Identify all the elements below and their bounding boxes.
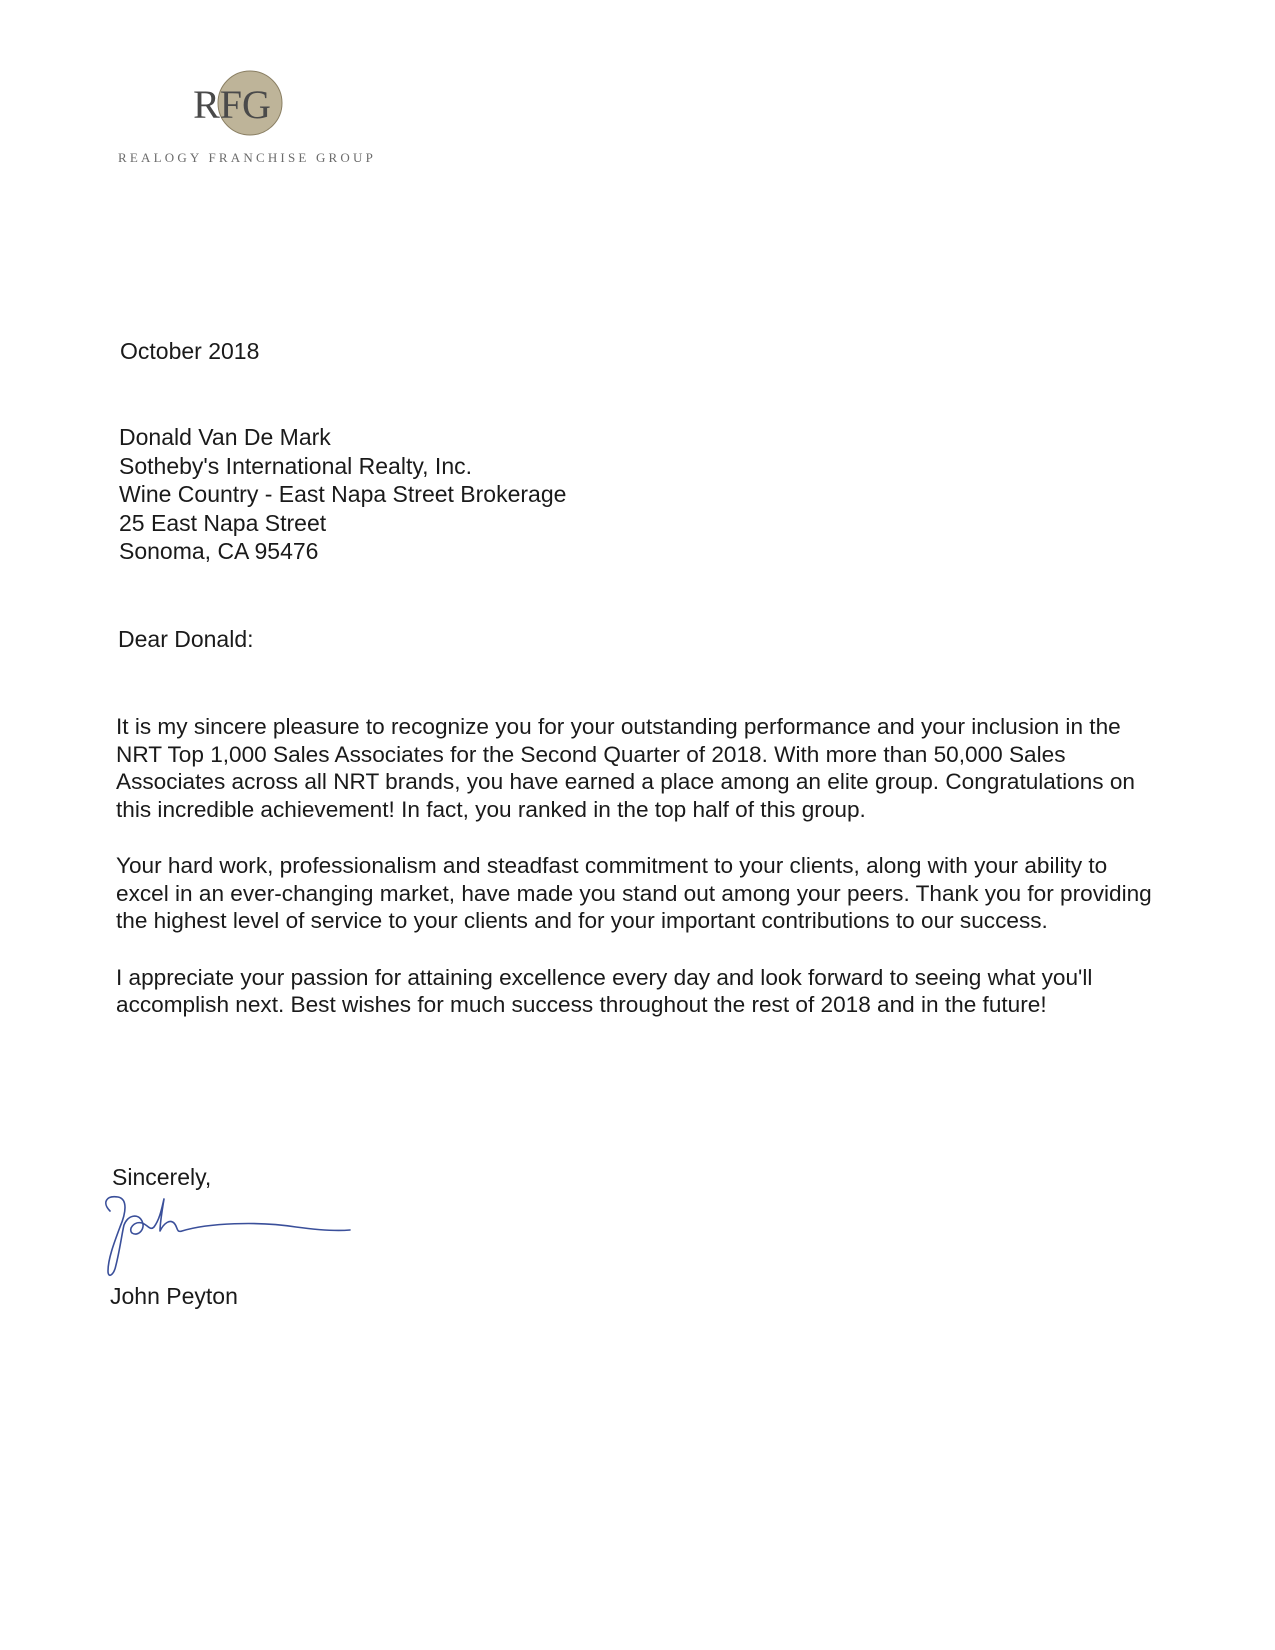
company-name: REALOGY FRANCHISE GROUP [118,150,377,165]
closing: Sincerely, [112,1164,212,1190]
body-paragraph: Your hard work, professionalism and steadfast commitment to your clients, along with your ability to excel in an ever-changing market, have made you stand out among your peers. Thank you for providing the highest level of service to your clients and for your important contributions to our success. [116,853,1152,933]
body-paragraph: It is my sincere pleasure to recognize you for your outstanding performance and your inclusion in the NRT Top 1,000 Sales Associates for the Second Quarter of 2018. With more than 50,000 Sales Associates across all NRT brands, you have earned a place among an elite group. Congratulations on this incredible achievement! In fact, you ranked in the top half of this group. [116,714,1136,822]
recipient-street: 25 East Napa Street [119,509,327,536]
letter-date: October 2018 [120,338,260,364]
recipient-office: Wine Country - East Napa Street Brokerage [119,481,567,507]
recipient-name: Donald Van De Mark [119,424,331,450]
handwritten-signature [98,1193,358,1283]
body-paragraph: I appreciate your passion for attaining excellence every day and look forward to seeing what you'll accomplish next. Best wishes for much success throughout the rest of 2018 and in the future! [116,964,1093,1017]
rfg-logo-icon [188,70,298,140]
recipient-city-state-zip: Sonoma, CA 95476 [119,538,319,564]
logo-monogram: RFG [193,82,271,127]
salutation: Dear Donald: [118,626,254,652]
letterhead-logo [118,70,378,170]
recipient-company: Sotheby's International Realty, Inc. [119,452,472,479]
letter-body [116,713,1156,1048]
signer-name: John Peyton [110,1283,238,1309]
recipient-address [119,423,566,566]
